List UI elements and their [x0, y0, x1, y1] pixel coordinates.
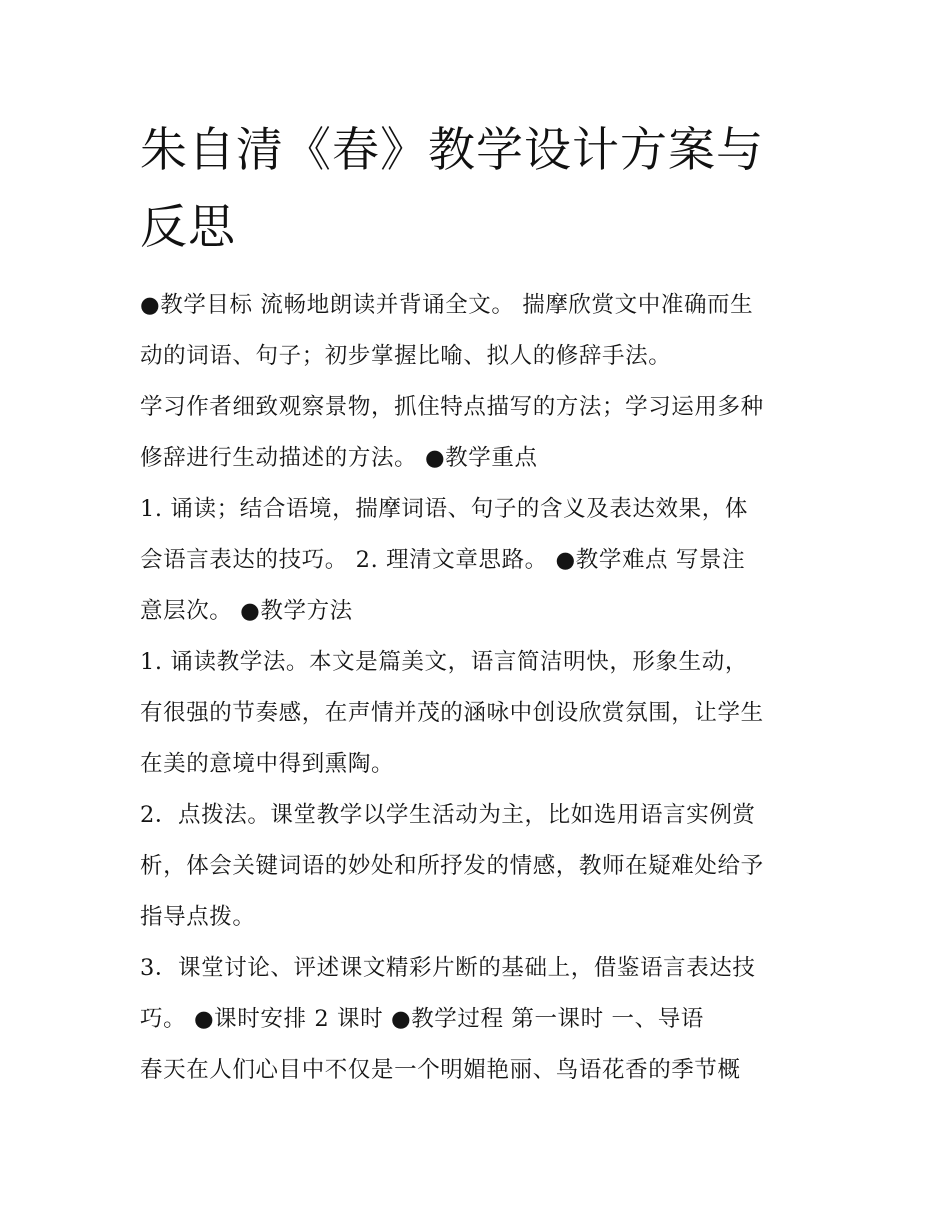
- body-line-7: 意层次。 ●教学方法: [140, 598, 353, 624]
- body-line-10: 在美的意境中得到熏陶。: [140, 751, 395, 777]
- body-line-15: 巧。 ●课时安排 2 课时 ●教学过程 第一课时 一、导语: [140, 1006, 704, 1032]
- body-line-16: 春天在人们心目中不仅是一个明媚艳丽、鸟语花香的季节概: [140, 1057, 741, 1083]
- body-line-9: 有很强的节奏感，在声情并茂的涵咏中创设欣赏氛围，让学生: [140, 700, 764, 726]
- body-line-13: 指导点拨。: [140, 904, 256, 930]
- body-line-11: 2．点拨法。课堂教学以学生活动为主，比如选用语言实例赏: [140, 802, 756, 828]
- body-line-2: 动的词语、句子；初步掌握比喻、拟人的修辞手法。: [140, 343, 672, 369]
- body-line-6: 会语言表达的技巧。 2. 理清文章思路。 ●教学难点 写景注: [140, 547, 746, 573]
- title-line-1: 朱自清《春》教学设计方案与: [140, 123, 764, 178]
- body-line-5: 1. 诵读；结合语境，揣摩词语、句子的含义及表达效果，体: [140, 496, 748, 522]
- body-line-14: 3．课堂讨论、评述课文精彩片断的基础上，借鉴语言表达技: [140, 955, 756, 981]
- document-title: [140, 112, 820, 266]
- body-line-8: 1. 诵读教学法。本文是篇美文，语言简洁明快，形象生动，: [140, 649, 748, 675]
- body-line-4: 修辞进行生动描述的方法。 ●教学重点: [140, 445, 538, 471]
- body-line-12: 析，体会关键词语的妙处和所抒发的情感，教师在疑难处给予: [140, 853, 764, 879]
- body-line-1: ●教学目标 流畅地朗读并背诵全文。 揣摩欣赏文中准确而生: [140, 292, 754, 318]
- title-line-2: 反思: [140, 200, 236, 255]
- document-body: [140, 280, 830, 1096]
- body-line-3: 学习作者细致观察景物，抓住特点描写的方法；学习运用多种: [140, 394, 764, 420]
